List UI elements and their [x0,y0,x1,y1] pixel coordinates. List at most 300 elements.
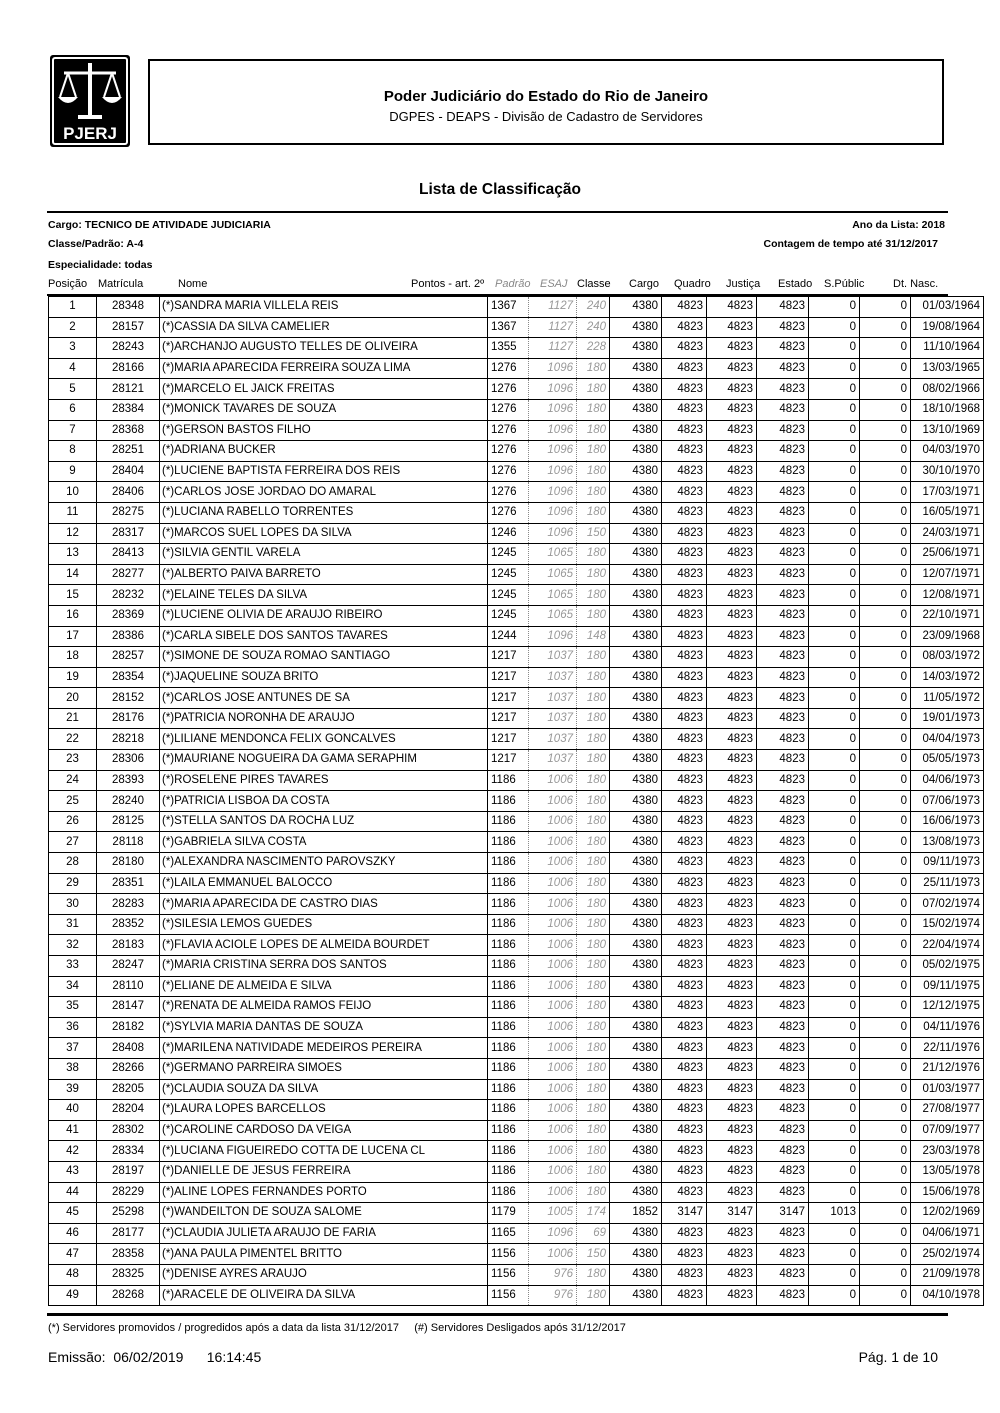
cell-dtnasc: 16/05/1971 [911,502,984,523]
cell-posicao: 8 [49,441,97,462]
cell-cargo: 4823 [662,708,707,729]
table-row [49,441,984,462]
cell-justica: 4823 [757,894,809,915]
cell-spublic: 0 [860,626,911,647]
cell-dtnasc: 13/03/1965 [911,358,984,379]
cell-spublic: 0 [860,1161,911,1182]
cell-posicao: 30 [49,894,97,915]
cell-matricula: 28351 [97,873,160,894]
cell-cargo: 4823 [662,976,707,997]
cell-estado: 0 [809,873,860,894]
cell-matricula: 28251 [97,441,160,462]
cell-matricula: 28266 [97,1058,160,1079]
cell-spublic: 0 [860,688,911,709]
cell-pontos: 1276 [488,441,529,462]
cell-pontos: 1217 [488,667,529,688]
cell-posicao: 12 [49,523,97,544]
meta-contagem: Contagem de tempo até 31/12/2017 [763,238,938,250]
cell-pontos: 1217 [488,750,529,771]
cell-nome: (*)GERSON BASTOS FILHO [160,420,488,441]
cell-classe: 4380 [610,441,662,462]
cell-spublic: 0 [860,441,911,462]
cell-padrao: 1006 [529,914,577,935]
cell-esaj: 148 [577,626,610,647]
cell-matricula: 28325 [97,1264,160,1285]
cell-estado: 0 [809,1264,860,1285]
cell-justica: 4823 [757,873,809,894]
cell-estado: 0 [809,605,860,626]
cell-pontos: 1276 [488,379,529,400]
cell-quadro: 4823 [707,791,757,812]
cell-padrao: 1006 [529,1141,577,1162]
cell-nome: (*)MONICK TAVARES DE SOUZA [160,399,488,420]
cell-esaj: 180 [577,1017,610,1038]
cell-dtnasc: 19/01/1973 [911,708,984,729]
table-row [49,544,984,565]
cell-classe: 4380 [610,770,662,791]
cell-esaj: 240 [577,317,610,338]
cell-matricula: 28352 [97,914,160,935]
cell-padrao: 1127 [529,338,577,359]
cell-spublic: 0 [860,997,911,1018]
cell-estado: 0 [809,1017,860,1038]
cell-spublic: 0 [860,379,911,400]
cell-matricula: 28384 [97,399,160,420]
cell-quadro: 4823 [707,1264,757,1285]
cell-esaj: 180 [577,914,610,935]
table-row [49,1244,984,1265]
cell-nome: (*)PATRICIA NORONHA DE ARAUJO [160,708,488,729]
cell-esaj: 180 [577,811,610,832]
cell-classe: 4380 [610,626,662,647]
cell-posicao: 5 [49,379,97,400]
cell-nome: (*)MARILENA NATIVIDADE MEDEIROS PEREIRA [160,1038,488,1059]
cell-estado: 0 [809,1182,860,1203]
cell-quadro: 4823 [707,564,757,585]
cell-spublic: 0 [860,297,911,318]
cell-nome: (*)FLAVIA ACIOLE LOPES DE ALMEIDA BOURDET [160,935,488,956]
cell-spublic: 0 [860,750,911,771]
cell-nome: (*)CAROLINE CARDOSO DA VEIGA [160,1120,488,1141]
cell-nome: (*)CARLOS JOSE JORDAO DO AMARAL [160,482,488,503]
cell-nome: (*)CASSIA DA SILVA CAMELIER [160,317,488,338]
cell-cargo: 4823 [662,461,707,482]
cell-dtnasc: 16/06/1973 [911,811,984,832]
cell-dtnasc: 07/06/1973 [911,791,984,812]
cell-nome: (*)MARIA APARECIDA FERREIRA SOUZA LIMA [160,358,488,379]
cell-cargo: 4823 [662,750,707,771]
col-header-quadro: Quadro [674,278,711,290]
cell-classe: 4380 [610,750,662,771]
cell-matricula: 28358 [97,1244,160,1265]
cell-matricula: 28302 [97,1120,160,1141]
cell-nome: (*)DANIELLE DE JESUS FERREIRA [160,1161,488,1182]
cell-spublic: 0 [860,791,911,812]
cell-quadro: 4823 [707,873,757,894]
cell-posicao: 34 [49,976,97,997]
title-divider [47,211,948,213]
cell-estado: 0 [809,461,860,482]
col-header-spublic: S.Públic [824,278,865,290]
cell-nome: (*)GABRIELA SILVA COSTA [160,832,488,853]
cell-dtnasc: 21/09/1978 [911,1264,984,1285]
cell-quadro: 4823 [707,1079,757,1100]
col-header-classe: Classe [577,278,611,290]
cell-esaj: 180 [577,1100,610,1121]
cell-cargo: 4823 [662,935,707,956]
cell-posicao: 29 [49,873,97,894]
cell-cargo: 4823 [662,729,707,750]
cell-spublic: 0 [860,605,911,626]
cell-spublic: 0 [860,1285,911,1306]
cell-matricula: 28205 [97,1079,160,1100]
cell-estado: 0 [809,647,860,668]
cell-justica: 4823 [757,379,809,400]
cell-classe: 4380 [610,1079,662,1100]
cell-nome: (*)ALEXANDRA NASCIMENTO PAROVSZKY [160,853,488,874]
cell-estado: 0 [809,544,860,565]
cell-classe: 4380 [610,1161,662,1182]
cell-matricula: 28180 [97,853,160,874]
cell-classe: 1852 [610,1203,662,1224]
cell-classe: 4380 [610,358,662,379]
table-row [49,688,984,709]
cell-posicao: 25 [49,791,97,812]
cell-pontos: 1246 [488,523,529,544]
cell-dtnasc: 13/08/1973 [911,832,984,853]
cell-matricula: 28240 [97,791,160,812]
cell-spublic: 0 [860,358,911,379]
cell-cargo: 4823 [662,1058,707,1079]
cell-quadro: 4823 [707,461,757,482]
cell-estado: 0 [809,502,860,523]
cell-quadro: 4823 [707,441,757,462]
cell-estado: 0 [809,770,860,791]
cell-estado: 0 [809,894,860,915]
cell-padrao: 1127 [529,297,577,318]
page-number: Pág. 1 de 10 [858,1349,938,1365]
cell-cargo: 4823 [662,441,707,462]
cell-cargo: 4823 [662,853,707,874]
cell-quadro: 4823 [707,1100,757,1121]
table-row [49,1223,984,1244]
cell-cargo: 4823 [662,399,707,420]
cell-padrao: 1006 [529,1079,577,1100]
table-row [49,420,984,441]
cell-estado: 0 [809,1161,860,1182]
cell-posicao: 48 [49,1264,97,1285]
cell-matricula: 28118 [97,832,160,853]
cell-posicao: 27 [49,832,97,853]
cell-spublic: 0 [860,853,911,874]
cell-nome: (*)MARIA CRISTINA SERRA DOS SANTOS [160,956,488,977]
cell-cargo: 4823 [662,379,707,400]
cell-pontos: 1186 [488,935,529,956]
cell-pontos: 1217 [488,647,529,668]
cell-justica: 4823 [757,832,809,853]
cell-dtnasc: 05/05/1973 [911,750,984,771]
cell-esaj: 174 [577,1203,610,1224]
cell-esaj: 180 [577,358,610,379]
table-row [49,482,984,503]
cell-padrao: 1037 [529,708,577,729]
cell-estado: 0 [809,997,860,1018]
cell-cargo: 4823 [662,1038,707,1059]
cell-pontos: 1186 [488,770,529,791]
col-header-justica: Justiça [726,278,761,290]
cell-spublic: 0 [860,873,911,894]
cell-cargo: 4823 [662,1100,707,1121]
table-row [49,1182,984,1203]
cell-pontos: 1276 [488,420,529,441]
cell-classe: 4380 [610,482,662,503]
table-row [49,1038,984,1059]
cell-estado: 0 [809,1120,860,1141]
cell-estado: 0 [809,1058,860,1079]
cell-esaj: 150 [577,1244,610,1265]
cell-estado: 0 [809,564,860,585]
cell-pontos: 1276 [488,482,529,503]
cell-padrao: 1006 [529,997,577,1018]
cell-matricula: 28218 [97,729,160,750]
cell-nome: (*)LUCIANA FIGUEIREDO COTTA DE LUCENA CL [160,1141,488,1162]
cell-pontos: 1276 [488,358,529,379]
list-title: Lista de Classificação [419,181,581,198]
table-row [49,399,984,420]
cell-classe: 4380 [610,647,662,668]
cell-matricula: 28404 [97,461,160,482]
cell-nome: (*)CARLA SIBELE DOS SANTOS TAVARES [160,626,488,647]
cell-spublic: 0 [860,708,911,729]
cell-esaj: 180 [577,1161,610,1182]
table-row [49,338,984,359]
cell-posicao: 46 [49,1223,97,1244]
cell-cargo: 4823 [662,791,707,812]
cell-nome: (*)CLAUDIA SOUZA DA SILVA [160,1079,488,1100]
cell-padrao: 1096 [529,420,577,441]
cell-dtnasc: 22/11/1976 [911,1038,984,1059]
cell-posicao: 28 [49,853,97,874]
col-header-estado: Estado [778,278,813,290]
cell-dtnasc: 22/10/1971 [911,605,984,626]
table-bottom-rule [47,1313,948,1316]
cell-quadro: 4823 [707,420,757,441]
cell-quadro: 4823 [707,729,757,750]
cell-posicao: 2 [49,317,97,338]
table-row [49,853,984,874]
cell-dtnasc: 08/03/1972 [911,647,984,668]
cell-pontos: 1186 [488,1100,529,1121]
cell-spublic: 0 [860,1203,911,1224]
cell-pontos: 1245 [488,605,529,626]
table-row [49,605,984,626]
cell-quadro: 4823 [707,832,757,853]
cell-pontos: 1156 [488,1244,529,1265]
cell-matricula: 28354 [97,667,160,688]
cell-justica: 4823 [757,523,809,544]
cell-pontos: 1186 [488,914,529,935]
table-row [49,894,984,915]
cell-padrao: 1006 [529,832,577,853]
cell-pontos: 1245 [488,564,529,585]
table-row [49,832,984,853]
cell-posicao: 4 [49,358,97,379]
cell-pontos: 1367 [488,317,529,338]
cell-esaj: 180 [577,750,610,771]
cell-estado: 0 [809,688,860,709]
cell-spublic: 0 [860,1058,911,1079]
cell-cargo: 4823 [662,523,707,544]
cell-quadro: 4823 [707,750,757,771]
cell-dtnasc: 11/10/1964 [911,338,984,359]
cell-matricula: 28147 [97,997,160,1018]
table-row [49,461,984,482]
cell-matricula: 28176 [97,708,160,729]
cell-classe: 4380 [610,976,662,997]
cell-classe: 4380 [610,523,662,544]
cell-nome: (*)ELAINE TELES DA SILVA [160,585,488,606]
cell-nome: (*)LILIANE MENDONCA FELIX GONCALVES [160,729,488,750]
cell-spublic: 0 [860,482,911,503]
cell-classe: 4380 [610,502,662,523]
cell-justica: 4823 [757,1223,809,1244]
cell-cargo: 4823 [662,956,707,977]
cell-classe: 4380 [610,399,662,420]
cell-classe: 4380 [610,1120,662,1141]
table-row [49,564,984,585]
cell-classe: 4380 [610,297,662,318]
cell-justica: 4823 [757,626,809,647]
cell-classe: 4380 [610,1285,662,1306]
cell-nome: (*)ARCHANJO AUGUSTO TELLES DE OLIVEIRA [160,338,488,359]
cell-classe: 4380 [610,832,662,853]
cell-esaj: 180 [577,729,610,750]
cell-classe: 4380 [610,894,662,915]
cell-dtnasc: 11/05/1972 [911,688,984,709]
cell-classe: 4380 [610,585,662,606]
cell-cargo: 4823 [662,544,707,565]
cell-pontos: 1217 [488,729,529,750]
meta-especialidade: Especialidade: todas [48,259,153,271]
cell-esaj: 180 [577,441,610,462]
cell-justica: 4823 [757,441,809,462]
cell-cargo: 4823 [662,811,707,832]
cell-esaj: 69 [577,1223,610,1244]
cell-spublic: 0 [860,544,911,565]
meta-ano: Ano da Lista: 2018 [852,219,945,231]
cell-classe: 4380 [610,379,662,400]
cell-posicao: 33 [49,956,97,977]
cell-padrao: 1006 [529,1038,577,1059]
cell-classe: 4380 [610,935,662,956]
cell-spublic: 0 [860,832,911,853]
cell-pontos: 1186 [488,1079,529,1100]
cell-estado: 0 [809,379,860,400]
cell-estado: 0 [809,1244,860,1265]
cell-justica: 4823 [757,338,809,359]
cell-spublic: 0 [860,338,911,359]
cell-cargo: 4823 [662,1017,707,1038]
cell-quadro: 4823 [707,770,757,791]
cell-justica: 4823 [757,1017,809,1038]
cell-estado: 0 [809,317,860,338]
cell-matricula: 28229 [97,1182,160,1203]
cell-matricula: 28247 [97,956,160,977]
cell-padrao: 1096 [529,399,577,420]
cell-quadro: 4823 [707,688,757,709]
cell-spublic: 0 [860,770,911,791]
cell-pontos: 1217 [488,688,529,709]
cell-spublic: 0 [860,523,911,544]
cell-posicao: 21 [49,708,97,729]
cell-dtnasc: 04/04/1973 [911,729,984,750]
cell-quadro: 4823 [707,935,757,956]
cell-posicao: 42 [49,1141,97,1162]
cell-matricula: 28406 [97,482,160,503]
cell-padrao: 1006 [529,1017,577,1038]
cell-justica: 4823 [757,420,809,441]
table-row [49,1264,984,1285]
cell-cargo: 4823 [662,1182,707,1203]
cell-esaj: 180 [577,853,610,874]
cell-nome: (*)ALBERTO PAIVA BARRETO [160,564,488,585]
cell-classe: 4380 [610,317,662,338]
cell-classe: 4380 [610,667,662,688]
cell-cargo: 4823 [662,770,707,791]
cell-pontos: 1244 [488,626,529,647]
cell-padrao: 1005 [529,1203,577,1224]
table-row [49,1161,984,1182]
cell-posicao: 24 [49,770,97,791]
cell-spublic: 0 [860,502,911,523]
cell-pontos: 1186 [488,1182,529,1203]
cell-quadro: 4823 [707,914,757,935]
cell-nome: (*)MARIA APARECIDA DE CASTRO DIAS [160,894,488,915]
cell-estado: 0 [809,1223,860,1244]
emission-date: Emissão: 06/02/2019 16:14:45 [48,1349,262,1365]
logo-text: PJERJ [63,124,117,143]
cell-esaj: 180 [577,1141,610,1162]
cell-justica: 4823 [757,399,809,420]
cell-matricula: 28177 [97,1223,160,1244]
cell-spublic: 0 [860,1079,911,1100]
cell-padrao: 1006 [529,1244,577,1265]
cell-matricula: 28368 [97,420,160,441]
cell-cargo: 4823 [662,1285,707,1306]
cell-classe: 4380 [610,688,662,709]
cell-nome: (*)PATRICIA LISBOA DA COSTA [160,791,488,812]
cell-cargo: 4823 [662,667,707,688]
cell-quadro: 4823 [707,379,757,400]
classification-table [48,296,984,1306]
cell-spublic: 0 [860,1100,911,1121]
cell-classe: 4380 [610,1017,662,1038]
cell-classe: 4380 [610,1182,662,1203]
cell-spublic: 0 [860,1141,911,1162]
table-row [49,523,984,544]
cell-posicao: 16 [49,605,97,626]
cell-nome: (*)LUCIENE OLIVIA DE ARAUJO RIBEIRO [160,605,488,626]
cell-esaj: 180 [577,708,610,729]
cell-pontos: 1186 [488,976,529,997]
cell-esaj: 180 [577,564,610,585]
cell-estado: 0 [809,358,860,379]
cell-estado: 0 [809,935,860,956]
cell-estado: 0 [809,956,860,977]
cell-classe: 4380 [610,1244,662,1265]
cell-posicao: 32 [49,935,97,956]
cell-nome: (*)ADRIANA BUCKER [160,441,488,462]
